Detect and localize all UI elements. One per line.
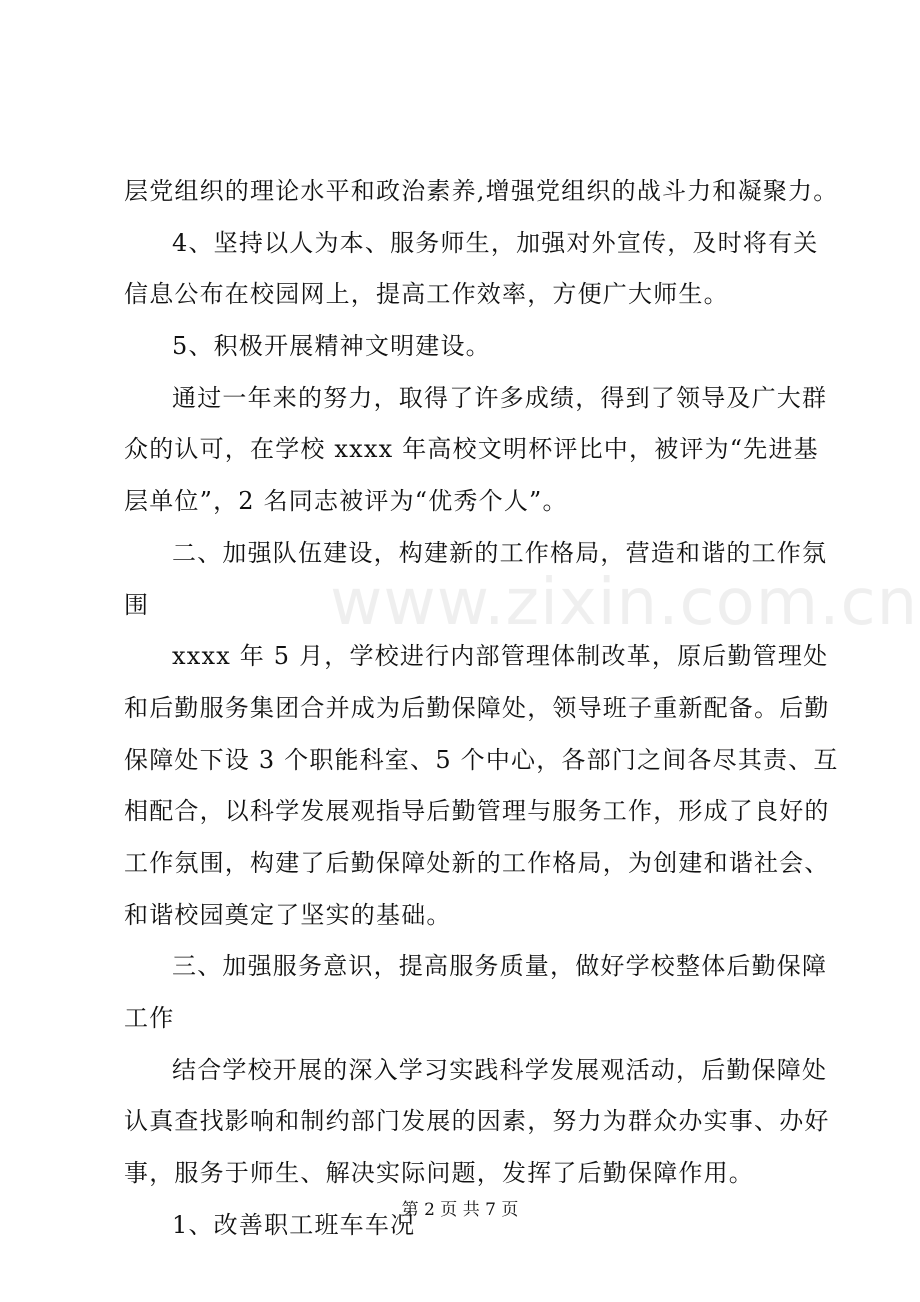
- paragraph-line: 层党组织的理论水平和政治素养,增强党组织的战斗力和凝聚力。: [124, 177, 839, 205]
- paragraph-line: 工作氛围，构建了后勤保障处新的工作格局，为创建和谐社会、: [124, 848, 830, 877]
- paragraph-line: 事，服务于师生、解决实际问题，发挥了后勤保障作用。: [124, 1159, 754, 1188]
- section-heading-line: 围: [124, 590, 150, 619]
- paragraph-line: 众的认可，在学校 xxxx 年高校文明杯评比中，被评为“先进基: [124, 435, 819, 464]
- paragraph-line: 和谐校园奠定了坚实的基础。: [124, 900, 452, 929]
- paragraph-line: 信息公布在校园网上，提高工作效率，方便广大师生。: [124, 280, 729, 309]
- section-heading-line: 工作: [124, 1004, 175, 1032]
- document-body: [124, 166, 844, 1251]
- watermark: www.zixin.com.cn: [330, 566, 919, 640]
- paragraph-line: 1、改善职工班车车况: [172, 1210, 416, 1239]
- paragraph-line: 结合学校开展的深入学习实践科学发展观活动，后勤保障处: [172, 1055, 828, 1084]
- paragraph-line: 和后勤服务集团合并成为后勤保障处，领导班子重新配备。后勤: [124, 693, 830, 722]
- paragraph-line: 5、积极开展精神文明建设。: [172, 332, 491, 361]
- paragraph-line: 认真查找影响和制约部门发展的因素，努力为群众办实事、办好: [124, 1107, 830, 1136]
- paragraph-line: 4、坚持以人为本、服务师生，加强对外宣传，及时将有关: [172, 228, 819, 257]
- paragraph-line: 保障处下设 3 个职能科室、5 个中心，各部门之间各尽其责、互: [124, 745, 839, 774]
- paragraph-line: 相配合，以科学发展观指导后勤管理与服务工作，形成了良好的: [124, 797, 830, 826]
- section-heading-line: 三、加强服务意识，提高服务质量，做好学校整体后勤保障: [172, 952, 828, 981]
- section-heading-line: 二、加强队伍建设，构建新的工作格局，营造和谐的工作氛: [172, 538, 828, 567]
- paragraph-line: 层单位”，2 名同志被评为“优秀个人”。: [124, 487, 568, 516]
- paragraph-line: 通过一年来的努力，取得了许多成绩，得到了领导及广大群: [172, 383, 828, 412]
- paragraph-line: xxxx 年 5 月，学校进行内部管理体制改革，原后勤管理处: [172, 642, 829, 671]
- page-footer: 第 2 页 共 7 页: [401, 1200, 519, 1220]
